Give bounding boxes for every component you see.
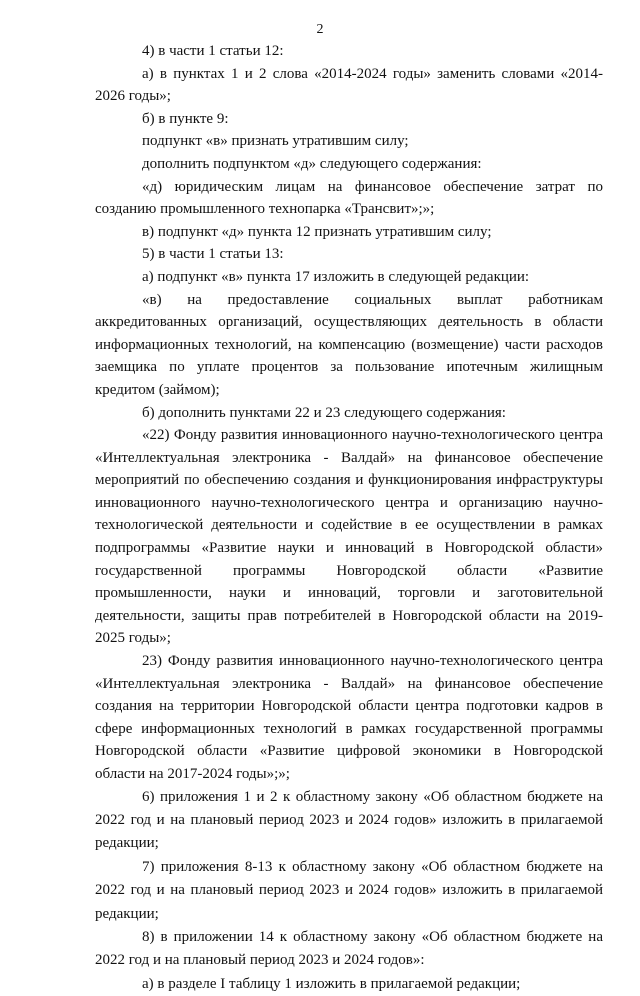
paragraph: б) дополнить пунктами 22 и 23 следующего содержания: <box>142 404 506 421</box>
paragraph: 6) приложения 1 и 2 к областному закону «Об областном бюджете на 2022 год и на плановый период 2023 и 2024 годов» изложить в прилагаемой редакции; <box>95 788 603 852</box>
paragraph: а) подпункт «в» пункта 17 изложить в следующей редакции: <box>142 268 530 285</box>
document-body <box>95 40 603 996</box>
paragraph: «д) юридическим лицам на финансовое обеспечение затрат по созданию промышленного технопарка «Трансвит»;»; <box>95 178 603 218</box>
paragraph: 7) приложения 8-13 к областному закону «Об областном бюджете на 2022 год и на плановый период 2023 и 2024 годов» изложить в прилагаемой редакции; <box>95 858 603 922</box>
page-number: 2 <box>316 22 324 37</box>
paragraph: дополнить подпунктом «д» следующего содержания: <box>142 155 482 172</box>
paragraph: «в) на предоставление социальных выплат работникам аккредитованных организаций, осуществляющих деятельность в области информационных технологий, на компенсацию (возмещение) части расходов заемщика по уплате процентов за пользование ипотечным жилищным кредитом (займом); <box>95 291 603 398</box>
paragraph: 4) в части 1 статьи 12: <box>142 43 284 59</box>
paragraph: 23) Фонду развития инновационного научно-технологического центра «Интеллектуальная электроника - Валдай» на финансовое обеспечение создания на территории Новгородской области центра подготовки кадров в сфере информационных технологий в рамках государственной программы Новгородской области «Развитие цифровой экономики в Новгородской области на 2017-2024 годы»;»; <box>95 653 603 782</box>
paragraph: 8) в приложении 14 к областному закону «Об областном бюджете на 2022 год и на плановый период 2023 и 2024 годов»: <box>95 929 603 969</box>
paragraph: в) подпункт «д» пункта 12 признать утратившим силу; <box>142 223 492 240</box>
paragraph: «22) Фонду развития инновационного научно-технологического центра «Интеллектуальная электроника - Валдай» на финансовое обеспечение мероприятий по обеспечению создания и функционирования инфраструктуры инновационного научно-технологического центра и организацию научно-технологической деятельности и содействие в ее осуществлении в рамках подпрограммы «Развитие науки и инноваций в Новгородской области» государственной программы Новгородской области «Развитие промышленности, науки и инноваций, торговли и заготовительной деятельности, защиты прав потребителей в Новгородской области на 2019-2025 годы»; <box>95 427 603 647</box>
paragraph: а) в пунктах 1 и 2 слова «2014-2024 годы» заменить словами «2014-2026 годы»; <box>95 65 603 105</box>
paragraph: а) в разделе I таблицу 1 изложить в прилагаемой редакции; <box>142 975 521 992</box>
paragraph: подпункт «в» признать утратившим силу; <box>142 133 409 150</box>
paragraph: 5) в части 1 статьи 13: <box>142 246 284 263</box>
paragraph: б) в пункте 9: <box>142 110 229 127</box>
